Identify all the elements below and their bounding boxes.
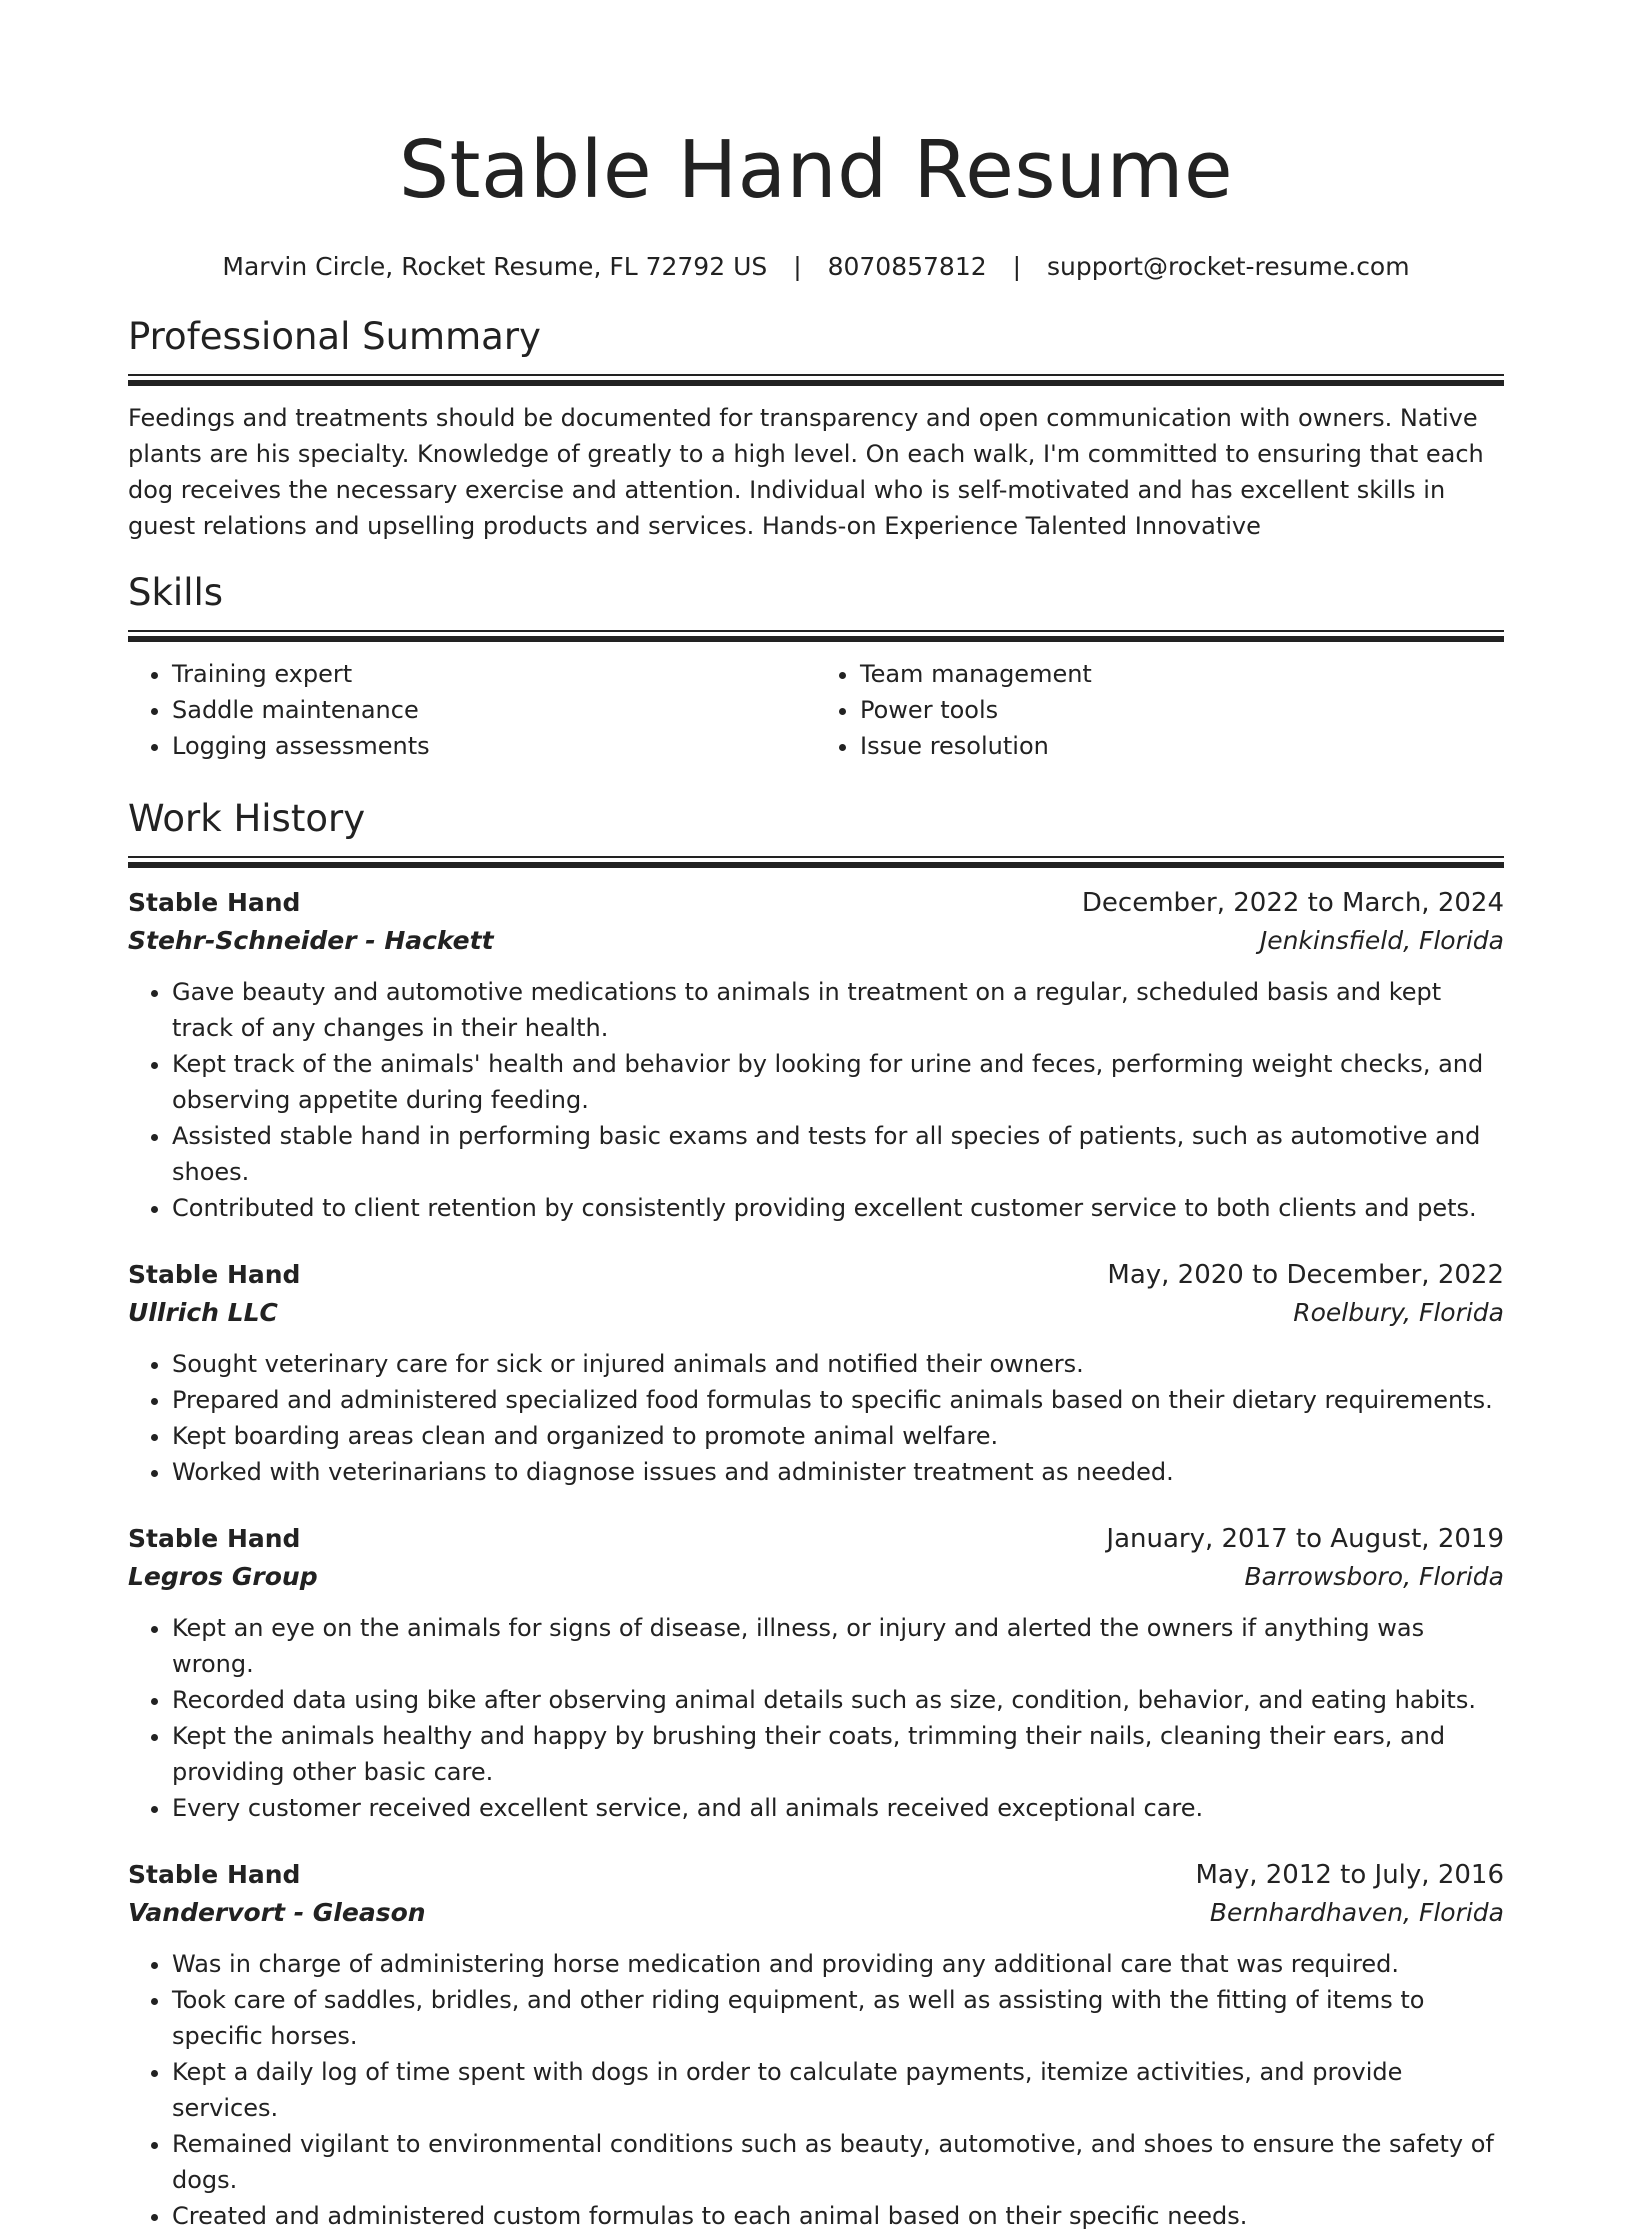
job-location: Barrowsboro, Florida bbox=[1244, 1562, 1504, 1591]
job-bullet: • Kept a daily log of time spent with dogs in order to calculate payments, itemize activities, and provide services. bbox=[172, 2054, 1504, 2126]
job-entry bbox=[128, 1856, 1504, 2234]
skills-grid bbox=[128, 656, 1504, 764]
job-company: Ullrich LLC bbox=[128, 1298, 278, 1327]
job-bullet: • Prepared and administered specialized food formulas to specific animals based on their dietary requirements. bbox=[172, 1382, 1504, 1418]
job-bullet: • Contributed to client retention by consistently providing excellent customer service to both clients and pets. bbox=[172, 1190, 1504, 1226]
skills-section bbox=[128, 568, 1504, 764]
job-bullet: • Remained vigilant to environmental conditions such as beauty, automotive, and shoes to ensure the safety of dogs. bbox=[172, 2126, 1504, 2198]
skill-item: • Logging assessments bbox=[172, 728, 816, 764]
job-header-row bbox=[128, 1256, 1504, 1294]
job-header-row bbox=[128, 884, 1504, 922]
skill-item: • Saddle maintenance bbox=[172, 692, 816, 728]
job-company-row bbox=[128, 1894, 1504, 1932]
work-history-heading: Work History bbox=[128, 797, 366, 840]
summary-text: Feedings and treatments should be documented for transparency and open communication with owners. Native plants are his specialty. Knowledge of greatly to a high level. On each walk, I'm committed to ensuring that each dog receives the necessary exercise and attention. Individual who is self-motivated and has excellent skills in guest relations and upselling products and services. Hands-on Experience Talented Innovative bbox=[128, 404, 1484, 540]
job-company-row bbox=[128, 1294, 1504, 1332]
skill-item: • Issue resolution bbox=[860, 728, 1504, 764]
job-company: Vandervort - Gleason bbox=[128, 1898, 426, 1927]
job-bullet: • Kept boarding areas clean and organized to promote animal welfare. bbox=[172, 1418, 1504, 1454]
job-location: Roelbury, Florida bbox=[1293, 1298, 1504, 1327]
job-dates: May, 2012 to July, 2016 bbox=[1195, 1860, 1504, 1890]
contact-separator: | bbox=[1012, 252, 1022, 281]
skills-column-left bbox=[128, 656, 816, 764]
job-header-row bbox=[128, 1520, 1504, 1558]
job-entry bbox=[128, 1520, 1504, 1826]
job-company-row bbox=[128, 1558, 1504, 1596]
job-bullet: • Worked with veterinarians to diagnose issues and administer treatment as needed. bbox=[172, 1454, 1504, 1490]
job-bullets bbox=[128, 974, 1504, 1226]
job-location: Bernhardhaven, Florida bbox=[1209, 1898, 1504, 1927]
job-entry bbox=[128, 884, 1504, 1226]
contact-phone: 8070857812 bbox=[827, 252, 987, 281]
job-bullet: • Gave beauty and automotive medications to animals in treatment on a regular, scheduled basis and kept track of any changes in their health. bbox=[172, 974, 1504, 1046]
job-company-row bbox=[128, 922, 1504, 960]
contact-separator: | bbox=[793, 252, 802, 281]
skill-item: • Team management bbox=[860, 656, 1504, 692]
job-dates: December, 2022 to March, 2024 bbox=[1081, 888, 1504, 918]
skills-heading: Skills bbox=[128, 571, 224, 614]
job-title: Stable Hand bbox=[128, 1524, 301, 1553]
skill-item: • Training expert bbox=[172, 656, 816, 692]
job-header-row bbox=[128, 1856, 1504, 1894]
job-title: Stable Hand bbox=[128, 1860, 301, 1889]
job-bullet: • Was in charge of administering horse medication and providing any additional care that was required. bbox=[172, 1946, 1504, 1982]
job-title: Stable Hand bbox=[128, 888, 301, 917]
job-bullets bbox=[128, 1946, 1504, 2234]
contact-line bbox=[128, 250, 1504, 284]
section-divider bbox=[128, 856, 1504, 868]
job-title: Stable Hand bbox=[128, 1260, 301, 1289]
job-bullet: • Took care of saddles, bridles, and other riding equipment, as well as assisting with the fitting of items to specific horses. bbox=[172, 1982, 1504, 2054]
job-bullets bbox=[128, 1346, 1504, 1490]
job-bullets bbox=[128, 1610, 1504, 1826]
job-company: Legros Group bbox=[128, 1562, 318, 1591]
resume-title: Stable Hand Resume bbox=[398, 124, 1234, 216]
section-divider bbox=[128, 374, 1504, 386]
job-bullet: • Assisted stable hand in performing basic exams and tests for all species of patients, such as automotive and shoes. bbox=[172, 1118, 1504, 1190]
job-bullet: • Created and administered custom formulas to each animal based on their specific needs. bbox=[172, 2198, 1504, 2234]
job-bullet: • Kept track of the animals' health and behavior by looking for urine and feces, performing weight checks, and observing appetite during feeding. bbox=[172, 1046, 1504, 1118]
job-dates: January, 2017 to August, 2019 bbox=[1106, 1524, 1504, 1554]
summary-section bbox=[128, 312, 1504, 544]
job-bullet: • Every customer received excellent service, and all animals received exceptional care. bbox=[172, 1790, 1504, 1826]
job-location: Jenkinsfield, Florida bbox=[1259, 926, 1504, 955]
job-bullet: • Recorded data using bike after observing animal details such as size, condition, behavior, and eating habits. bbox=[172, 1682, 1504, 1718]
skill-item: • Power tools bbox=[860, 692, 1504, 728]
contact-email: support@rocket-resume.com bbox=[1046, 252, 1410, 281]
job-company: Stehr-Schneider - Hackett bbox=[128, 926, 494, 955]
summary-heading: Professional Summary bbox=[128, 315, 541, 358]
work-history-section bbox=[128, 794, 1504, 2234]
job-bullet: • Kept an eye on the animals for signs of disease, illness, or injury and alerted the owners if anything was wrong. bbox=[172, 1610, 1504, 1682]
job-bullet: • Kept the animals healthy and happy by brushing their coats, trimming their nails, cleaning their ears, and providing other basic care. bbox=[172, 1718, 1504, 1790]
job-dates: May, 2020 to December, 2022 bbox=[1107, 1260, 1504, 1290]
section-divider bbox=[128, 630, 1504, 642]
job-bullet: • Sought veterinary care for sick or injured animals and notified their owners. bbox=[172, 1346, 1504, 1382]
contact-address: Marvin Circle, Rocket Resume, FL 72792 US bbox=[222, 252, 768, 281]
job-entry bbox=[128, 1256, 1504, 1490]
skills-column-right bbox=[816, 656, 1504, 764]
